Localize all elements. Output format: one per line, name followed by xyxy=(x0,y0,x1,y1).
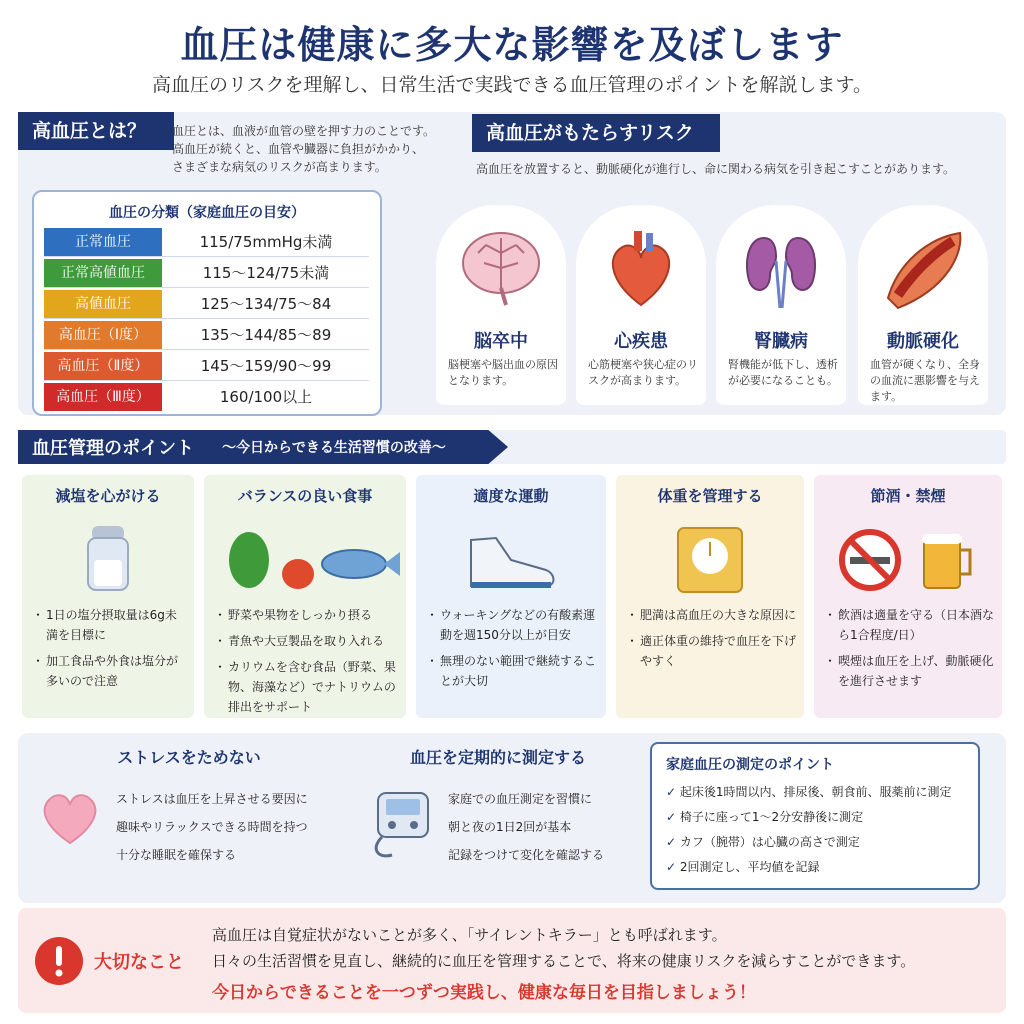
home-measure-box xyxy=(650,742,980,890)
list-item xyxy=(666,805,972,830)
list-item: 記録をつけて変化を確認する xyxy=(448,848,605,862)
list-item: ・ 加工食品や外食は塩分が多いので注意 xyxy=(34,651,186,691)
list-item: ・ カリウムを含む食品（野菜、果物、海藻など）でナトリウムの排出をサポート xyxy=(216,657,398,717)
tip-title: 減塩を心がける xyxy=(55,487,161,505)
row-value: 145～159/90～99 xyxy=(200,357,332,375)
list-item: ・ 飲酒は適量を守る（日本酒なら1合程度/日） xyxy=(826,605,994,645)
risk-heading: 高血圧がもたらすリスク xyxy=(472,114,720,152)
row-value: 125～134/75～84 xyxy=(200,295,332,313)
page-subtitle: 高血圧のリスクを理解し、日常生活で実践できる血圧管理のポイントを解説します。 xyxy=(151,74,873,96)
table-row xyxy=(44,383,369,411)
bp-classification-table xyxy=(32,190,382,416)
row-value: 160/100以上 xyxy=(219,388,313,406)
risk-card-artery xyxy=(858,205,988,405)
table-row xyxy=(44,228,369,257)
row-label: 高値血圧 xyxy=(44,290,162,318)
what-heading: 高血圧とは？ xyxy=(18,112,174,150)
risk-card-heart xyxy=(576,205,706,405)
food-icon xyxy=(204,520,406,600)
list-item-text: カフ（腕帯）は心臓の高さで測定 xyxy=(679,835,860,849)
important-box xyxy=(18,908,1006,1013)
tip-card-salt xyxy=(22,475,194,718)
risk-desc: 高血圧を放置すると、動脈硬化が進行し、命に関わる病気を引き起こすことがあります。 xyxy=(476,162,956,176)
salt-shaker-icon xyxy=(22,520,194,600)
exclamation-icon xyxy=(34,936,84,986)
row-label: 高血圧（Ⅲ度） xyxy=(44,383,162,411)
list-item: ・ 青魚や大豆製品を取り入れる xyxy=(216,631,398,651)
list-item: ・ 喫煙は血圧を上げ、動脈硬化を進行させます xyxy=(826,651,994,691)
what-desc-line: さまざまな病気のリスクが高まります。 xyxy=(172,160,387,174)
important-line3: 今日からできることを一つずつ実践し、健康な毎日を目指しましょう！ xyxy=(212,983,756,1003)
list-item: ストレスは血圧を上昇させる要因に xyxy=(116,792,308,806)
tip-title: 体重を管理する xyxy=(657,487,763,505)
list-item-text: 2回測定し、平均値を記録 xyxy=(679,860,820,874)
risk-desc-text: 血管が硬くなり、全身の血流に悪影響を与えます。 xyxy=(870,358,980,403)
artery-icon xyxy=(878,223,968,313)
what-desc-line: 高血圧が続くと、血管や臓器に負担がかかり、 xyxy=(172,142,425,156)
important-line2: 日々の生活習慣を見直し、継続的に血圧を管理することで、将来の健康リスクを減らすことができます。 xyxy=(212,952,916,970)
stress-title: ストレスをためない xyxy=(117,748,261,767)
tip-list xyxy=(34,605,186,697)
row-label: 高血圧（Ⅱ度） xyxy=(44,352,162,380)
list-item: ・ 1日の塩分摂取量は6g未満を目標に xyxy=(34,605,186,645)
heart-icon xyxy=(38,787,102,847)
measure-list xyxy=(448,785,638,869)
what-desc xyxy=(172,122,462,176)
heart-organ-icon xyxy=(596,223,686,313)
list-item: ・ ウォーキングなどの有酸素運動を週150分以上が目安 xyxy=(428,605,598,645)
risk-name: 脳卒中 xyxy=(474,331,528,352)
list-item xyxy=(666,780,972,805)
risk-desc-text: 腎機能が低下し、透析が必要になることも。 xyxy=(728,358,838,387)
what-desc-line: 血圧とは、血液が血管の壁を押す力のことです。 xyxy=(172,124,436,138)
table-row xyxy=(44,259,369,288)
check-icon: ✓ xyxy=(666,835,680,849)
table-row xyxy=(44,352,369,381)
bp-monitor-icon xyxy=(368,789,438,861)
row-value: 115～124/75未満 xyxy=(202,264,330,282)
list-item: ・ 適正体重の維持で血圧を下げやすく xyxy=(628,631,796,671)
list-item: 十分な睡眠を確保する xyxy=(116,848,237,862)
risk-desc-text: 心筋梗塞や狭心症のリスクが高まります。 xyxy=(588,358,698,387)
tip-list xyxy=(628,605,796,677)
row-value: 135～144/85～89 xyxy=(200,326,332,344)
sneaker-icon xyxy=(416,520,606,600)
tip-title: バランスの良い食事 xyxy=(237,487,373,505)
check-icon: ✓ xyxy=(666,810,680,824)
list-item: 家庭での血圧測定を習慣に xyxy=(448,792,593,806)
page-title: 血圧は健康に多大な影響を及ぼします xyxy=(180,23,844,67)
brain-icon xyxy=(456,223,546,313)
tip-list xyxy=(216,605,398,723)
list-item xyxy=(666,855,972,880)
table-row xyxy=(44,321,369,350)
tip-list xyxy=(428,605,598,697)
important-label: 大切なこと xyxy=(94,952,184,973)
risk-desc-text: 脳梗塞や脳出血の原因となります。 xyxy=(448,358,558,387)
kidney-icon xyxy=(736,223,826,313)
check-icon: ✓ xyxy=(666,860,680,874)
list-item xyxy=(666,830,972,855)
list-item: ・ 野菜や果物をしっかり摂る xyxy=(216,605,398,625)
tip-card-exercise xyxy=(416,475,606,718)
no-smoking-beer-icon xyxy=(814,520,1002,600)
home-checklist xyxy=(666,780,972,880)
list-item-text: 椅子に座って1～2分安静後に測定 xyxy=(679,810,864,824)
stress-section xyxy=(34,745,344,895)
table-title: 血圧の分類（家庭血圧の目安） xyxy=(109,205,305,221)
points-subheading: ～今日からできる生活習慣の改善～ xyxy=(222,440,446,456)
tip-card-weight xyxy=(616,475,804,718)
points-heading: 血圧管理のポイント xyxy=(32,438,194,459)
list-item-text: 起床後1時間以内、排尿後、朝食前、服薬前に測定 xyxy=(679,785,952,799)
row-label: 高血圧（Ⅰ度） xyxy=(44,321,162,349)
list-item: ・ 無理のない範囲で継続することが大切 xyxy=(428,651,598,691)
check-icon: ✓ xyxy=(666,785,680,799)
table-row xyxy=(44,290,369,319)
risk-card-kidney xyxy=(716,205,846,405)
row-label: 正常血圧 xyxy=(44,228,162,256)
risk-card-stroke xyxy=(436,205,566,405)
row-value: 115/75mmHg未満 xyxy=(199,233,333,251)
home-title: 家庭血圧の測定のポイント xyxy=(666,757,834,773)
risk-name: 腎臓病 xyxy=(754,331,808,352)
risk-name: 動脈硬化 xyxy=(887,331,959,352)
measure-section xyxy=(360,745,636,895)
important-line1: 高血圧は自覚症状がないことが多く、「サイレントキラー」とも呼ばれます。 xyxy=(212,926,727,944)
tip-title: 適度な運動 xyxy=(473,487,549,505)
scale-icon xyxy=(616,520,804,600)
tip-title: 節酒・禁煙 xyxy=(870,487,946,505)
list-item: ・ 肥満は高血圧の大きな原因に xyxy=(628,605,796,625)
risk-name: 心疾患 xyxy=(614,331,668,352)
list-item: 朝と夜の1日2回が基本 xyxy=(448,820,572,834)
measure-title: 血圧を定期的に測定する xyxy=(409,748,586,767)
row-label: 正常高値血圧 xyxy=(44,259,162,287)
tip-list xyxy=(826,605,994,697)
tip-card-food xyxy=(204,475,406,718)
stress-list xyxy=(116,785,344,869)
tip-card-alcohol-smoking xyxy=(814,475,1002,718)
list-item: 趣味やリラックスできる時間を持つ xyxy=(116,820,308,834)
